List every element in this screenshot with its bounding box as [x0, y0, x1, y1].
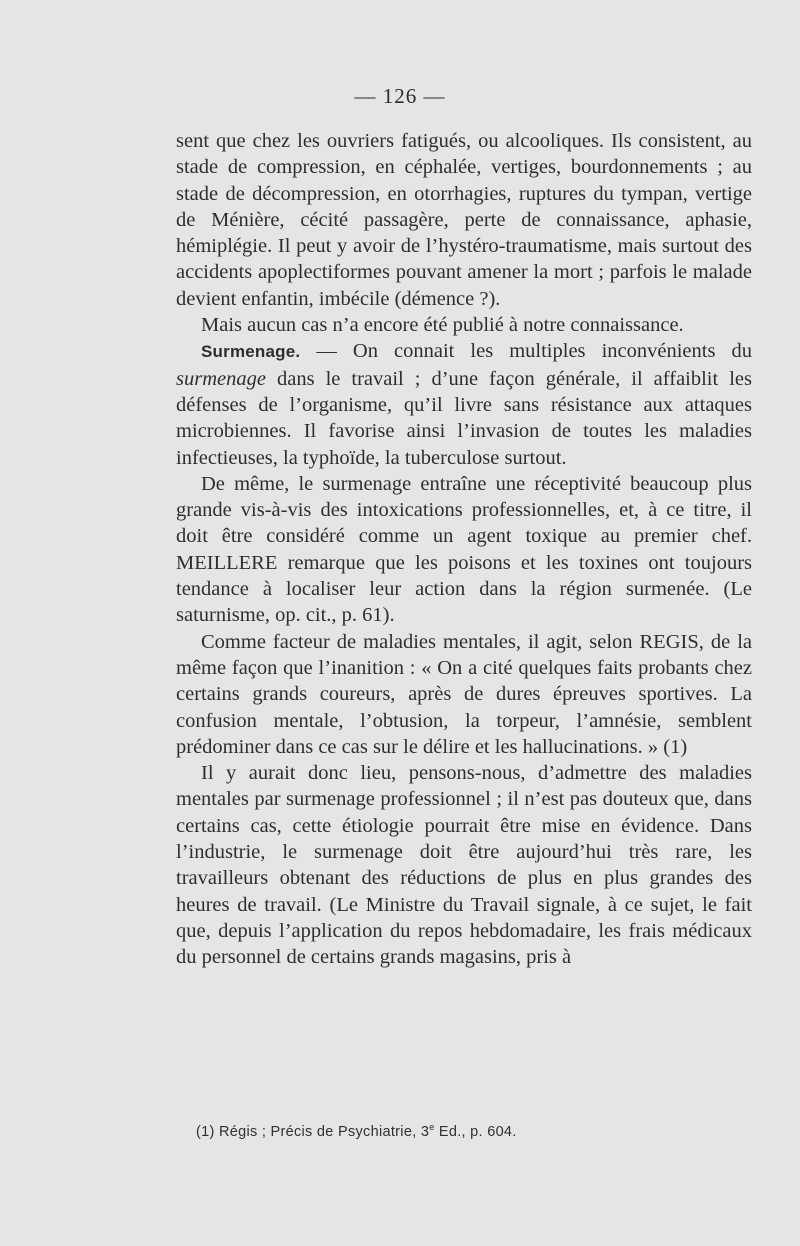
paragraph-continuation: sent que chez les ouvriers fatigués, ou alcooliques. Ils consistent, au stade de compression, en céphalée, vertiges, bourdonnements ; au stade de décompression, en otorrhagies, ruptures du tympan, vertige de Ménière, cécité passagère, perte de connaissance, aphasie, hémiplégie. Il peut y avoir de l’hystéro-traumatisme, mais surtout des accidents apoplectiformes pouvant amener la mort ; parfois le malade devient enfantin, imbécile (démence ?). [176, 130, 752, 310]
section-heading: Surmenage. [201, 342, 301, 362]
emphasis-text: surmenage [176, 367, 266, 390]
paragraph-text: — On connait les multiples inconvénients du [300, 340, 752, 363]
footnote-text: (1) Régis ; Précis de Psychiatrie, 3 [196, 1123, 430, 1140]
body-text [176, 128, 752, 971]
footnote-superscript: e [429, 1122, 435, 1132]
footnote-text: Ed., p. 604. [434, 1123, 517, 1140]
page-number: — 126 — [354, 84, 446, 108]
paragraph-surmenage [176, 338, 752, 470]
paragraph: Mais aucun cas n’a encore été publié à notre connaissance. [201, 314, 684, 337]
paragraph-text: dans le travail ; d’une façon générale, il affaiblit les défenses de l’organisme, qu’il livre sans résistance aux attaques microbiennes. Il favorise ainsi l’invasion de toutes les maladies infectieuses, la typhoïde, la tuberculose surtout. [176, 367, 752, 469]
paragraph: Il y aurait donc lieu, pensons-nous, d’admettre des maladies mentales par surmenage professionnel ; il n’est pas douteux que, dans certains cas, cette étiologie pourrait être mise en évidence. Dans l’industrie, le surmenage doit être aujourd’hui très rare, les travailleurs obtenant des réductions de plus en plus grandes des heures de travail. (Le Ministre du Travail signale, à ce sujet, le fait que, depuis l’application du repos hebdomadaire, les frais médicaux du personnel de certains grands magasins, pris à [176, 762, 752, 969]
footnote [196, 1122, 756, 1140]
paragraph: Comme facteur de maladies mentales, il agit, selon REGIS, de la même façon que l’inanition : « On a cité quelques faits probants chez certains grands coureurs, après de dures épreuves sportives. La confusion mentale, l’obtusion, la torpeur, l’amnésie, semblent prédominer dans ce cas sur le délire et les hallucinations. » (1) [176, 630, 752, 758]
paragraph: De même, le surmenage entraîne une réceptivité beaucoup plus grande vis-à-vis des intoxications professionnelles, et, à ce titre, il doit être considéré comme un agent toxique au premier chef. MEILLERE remarque que les poisons et les toxines ont toujours tendance à localiser leur action dans la région surmenée. (Le saturnisme, op. cit., p. 61). [176, 472, 752, 627]
